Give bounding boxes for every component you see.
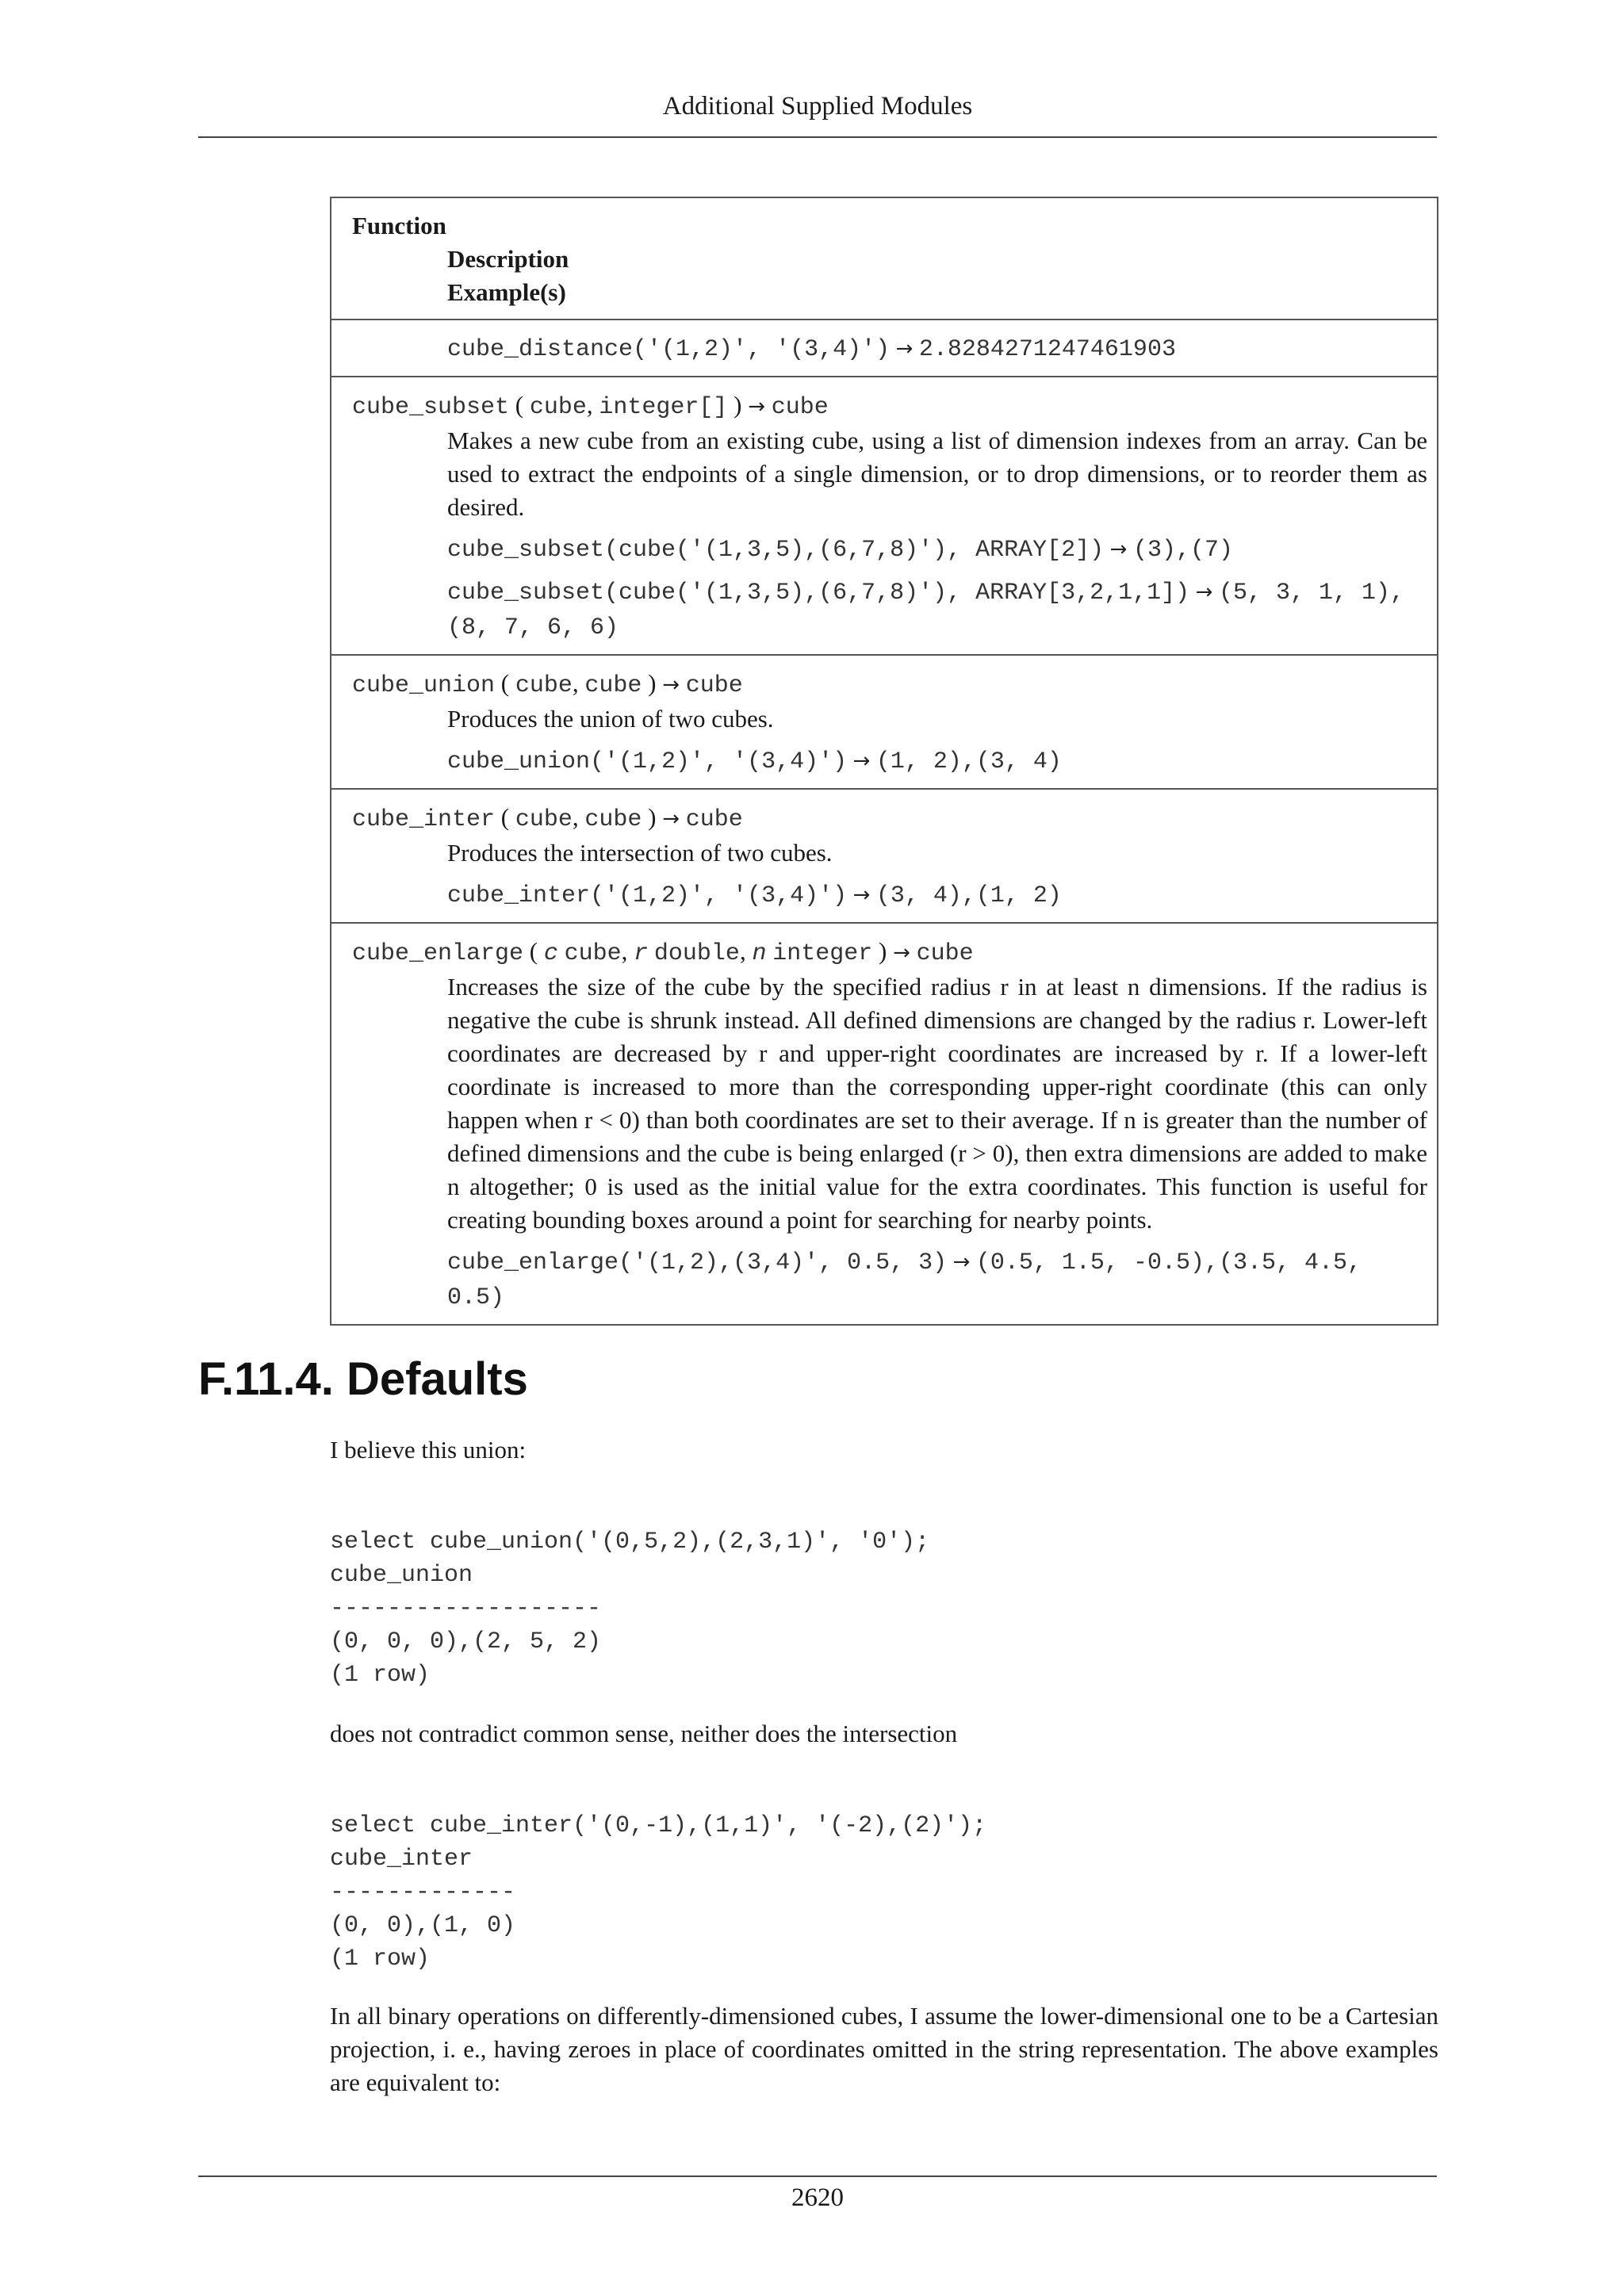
function-row <box>331 789 1438 923</box>
param-type: cube <box>515 672 573 699</box>
param-separator: , <box>586 391 599 419</box>
header-rule <box>198 136 1437 138</box>
code-block-inter: select cube_inter('(0,-1),(1,1)', '(-2),(2)'); cube_inter ------------- (0, 0),(1, 0) (1 row) <box>330 1812 987 1973</box>
return-type: cube <box>685 806 743 833</box>
signature-close: ) <box>727 391 749 419</box>
param-separator: , <box>739 937 753 965</box>
example-call: cube_distance('(1,2)', '(3,4)') <box>447 336 891 363</box>
function-description: Produces the union of two cubes. <box>447 705 774 733</box>
signature-open: ( <box>523 937 544 965</box>
arrow-icon: → <box>662 807 680 831</box>
function-signature <box>352 801 1427 836</box>
param-separator: , <box>572 803 585 831</box>
example-result: (3),(7) <box>1132 537 1233 564</box>
return-type: cube <box>771 394 829 421</box>
header-description: Description <box>447 245 569 273</box>
param-name: r <box>634 940 649 967</box>
function-row <box>331 923 1438 1325</box>
param-type: cube <box>584 806 642 833</box>
page-header: Additional Supplied Modules <box>662 92 973 121</box>
example-result: (5, 3, 1, 1),(8, 7, 6, 6) <box>447 580 1404 641</box>
function-row <box>331 655 1438 789</box>
param-name: n <box>752 940 767 967</box>
function-signature <box>352 667 1427 702</box>
closing-paragraph: In all binary operations on differently-dimensioned cubes, I assume the lower-dimensional one to be a Cartesian projection, i. e., having zeroes in place of coordinates omitted in the string representation. The above examples are equivalent to: <box>330 2002 1438 2096</box>
param-type: cube <box>529 394 587 421</box>
param-separator: , <box>621 937 634 965</box>
function-example <box>352 1245 1427 1314</box>
example-result: (3, 4),(1, 2) <box>875 882 1062 909</box>
function-name: cube_enlarge <box>352 940 524 967</box>
param-type: cube <box>584 672 642 699</box>
signature-open: ( <box>495 669 515 697</box>
param-name: c <box>543 940 558 967</box>
signature-close: ) <box>642 803 663 831</box>
example-call: cube_union('(1,2)', '(3,4)') <box>447 748 848 775</box>
arrow-icon: → <box>895 337 914 361</box>
function-name: cube_union <box>352 672 496 699</box>
continued-example-row <box>331 320 1438 377</box>
table-header-row <box>331 197 1438 320</box>
arrow-icon: → <box>1109 538 1128 561</box>
function-example <box>352 532 1427 567</box>
function-signature <box>352 388 1427 424</box>
function-table <box>330 197 1438 1326</box>
param-type: cube <box>564 940 622 967</box>
code-block-union: select cube_union('(0,5,2),(2,3,1)', '0'); cube_union ------------------- (0, 0, 0),(2, 5, 2) (1 row) <box>330 1529 930 1689</box>
example-result: (0.5, 1.5, -0.5),(3.5, 4.5, 0.5) <box>447 1249 1362 1311</box>
middle-paragraph: does not contradict common sense, neither does the intersection <box>330 1720 958 1747</box>
function-row <box>331 377 1438 655</box>
function-name: cube_inter <box>352 806 496 833</box>
function-example <box>352 331 1427 366</box>
function-example <box>352 744 1427 779</box>
param-separator: , <box>572 669 585 697</box>
example-call: cube_enlarge('(1,2),(3,4)', 0.5, 3) <box>447 1249 948 1276</box>
arrow-icon: → <box>748 395 766 419</box>
signature-close: ) <box>642 669 663 697</box>
example-call: cube_inter('(1,2)', '(3,4)') <box>447 882 848 909</box>
arrow-icon: → <box>662 673 680 697</box>
signature-open: ( <box>495 803 515 831</box>
function-description: Produces the intersection of two cubes. <box>447 839 833 867</box>
header-examples: Example(s) <box>447 278 566 306</box>
function-signature <box>352 935 1427 970</box>
return-type: cube <box>916 940 974 967</box>
footer-rule <box>198 2175 1437 2177</box>
example-call: cube_subset(cube('(1,3,5),(6,7,8)'), ARRAY[3,2,1,1]) <box>447 580 1190 607</box>
function-description: Increases the size of the cube by the specified radius r in at least n dimensions. If the radius is negative the cube is shrunk instead. All defined dimensions are changed by the radius r. Lower-left coordinates are decreased by r and upper-right coordinates are increased by r. If a lower-left coordinate is increased to more than the corresponding upper-right coordinate (this can only happen when r < 0) than both coordinates are set to their average. If n is greater than the number of defined dimensions and the cube is being enlarged (r > 0), then extra dimensions are added to make n altogether; 0 is used as the initial value for the extra coordinates. This function is useful for creating bounding boxes around a point for searching for nearby points. <box>447 973 1427 1234</box>
example-call: cube_subset(cube('(1,3,5),(6,7,8)'), ARRAY[2]) <box>447 537 1105 564</box>
param-type: integer <box>772 940 873 967</box>
arrow-icon: → <box>952 1250 971 1274</box>
param-type: cube <box>515 806 573 833</box>
param-type: double <box>653 940 740 967</box>
intro-paragraph: I believe this union: <box>330 1436 527 1464</box>
arrow-icon: → <box>852 749 871 773</box>
header-function: Function <box>352 212 446 239</box>
arrow-icon: → <box>852 883 871 907</box>
page-number: 2620 <box>791 2183 844 2212</box>
param-type: integer[] <box>599 394 728 421</box>
example-result: 2.8284271247461903 <box>918 336 1176 363</box>
arrow-icon: → <box>893 941 910 965</box>
function-example <box>352 575 1427 645</box>
function-example <box>352 878 1427 913</box>
return-type: cube <box>685 672 743 699</box>
function-description: Makes a new cube from an existing cube, using a list of dimension indexes from an array. Can be used to extract the endpoints of a single dimension, or to drop dimensions, or to reorder them as desired. <box>447 427 1427 521</box>
section-title: F.11.4. Defaults <box>198 1353 528 1405</box>
signature-close: ) <box>872 937 894 965</box>
arrow-icon: → <box>1195 580 1213 604</box>
signature-open: ( <box>509 391 530 419</box>
function-name: cube_subset <box>352 394 510 421</box>
example-result: (1, 2),(3, 4) <box>875 748 1062 775</box>
